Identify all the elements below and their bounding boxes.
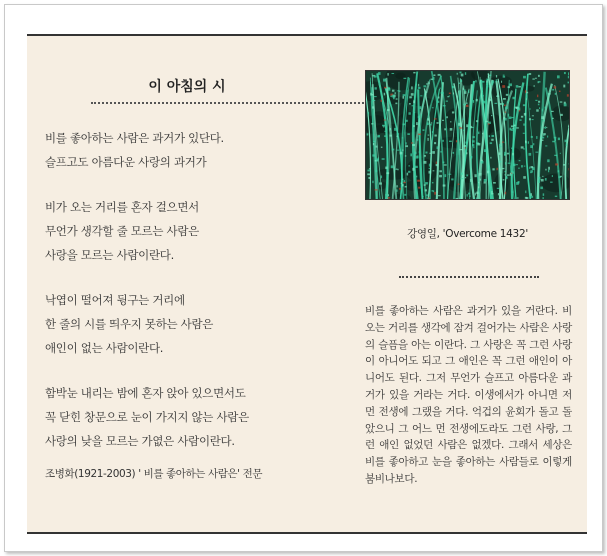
title-divider — [91, 102, 387, 104]
commentary-text: 비를 좋아하는 사람은 과거가 있을 거란다. 비오는 거리를 생각에 잠겨 걸어가는 사람은 사랑의 슬픔을 아는 이란다. 그 사랑은 꼭 그런 사랑이 아니어도 되고 그 애인은 꼭 그런 애인이 아니어도 된다. 그저 무언가 슬프고 아름다운 과거가 있을 거라는 거다. 이생에서가 아니면 저 먼 전생에 그랬을 거다. 억겁의 윤회가 돌고 돌았으니 그 어느 먼 전생에도라도 그런 사랑, 그런 애인 없었던 사람은 없겠다. 그래서 세상은 비를 좋아하고 눈을 좋아하는 사람들로 이렇게 붐비나보다. — [365, 305, 572, 485]
poem-line: 낙엽이 떨어져 뒹구는 거리에 — [45, 293, 185, 307]
article-panel — [27, 34, 587, 534]
poem-credit: 조병화(1921-2003) ' 비를 좋아하는 사람은' 전문 — [45, 468, 263, 480]
poem-line: 무언가 생각할 줄 모르는 사람은 — [45, 224, 199, 238]
caption-divider — [399, 276, 539, 278]
artwork-caption: 강영일, 'Overcome 1432' — [407, 228, 528, 240]
poem-line: 함박눈 내리는 밤에 혼자 앉아 있으면서도 — [45, 386, 246, 400]
artwork-image — [365, 70, 570, 200]
page-frame — [4, 4, 603, 552]
poem-body — [45, 126, 375, 453]
poem-title: 이 아침의 시 — [148, 79, 226, 95]
poem-line: 한 줄의 시를 띄우지 못하는 사람은 — [45, 317, 214, 331]
poem-line: 애인이 없는 사람이란다. — [45, 341, 164, 355]
poem-line: 슬프고도 아름다운 사랑의 과거가 — [45, 155, 207, 169]
painting-graphic — [366, 71, 570, 200]
poem-line: 비가 오는 거리를 혼자 걸으면서 — [45, 200, 199, 214]
poem-line: 사랑의 낮을 모르는 가엾은 사람이란다. — [45, 434, 235, 448]
poem-line: 사랑을 모르는 사람이란다. — [45, 248, 174, 262]
poem-line: 비를 좋아하는 사람은 과거가 있단다. — [45, 131, 224, 145]
poem-line: 꼭 닫힌 창문으로 눈이 가지지 않는 사람은 — [45, 410, 249, 424]
